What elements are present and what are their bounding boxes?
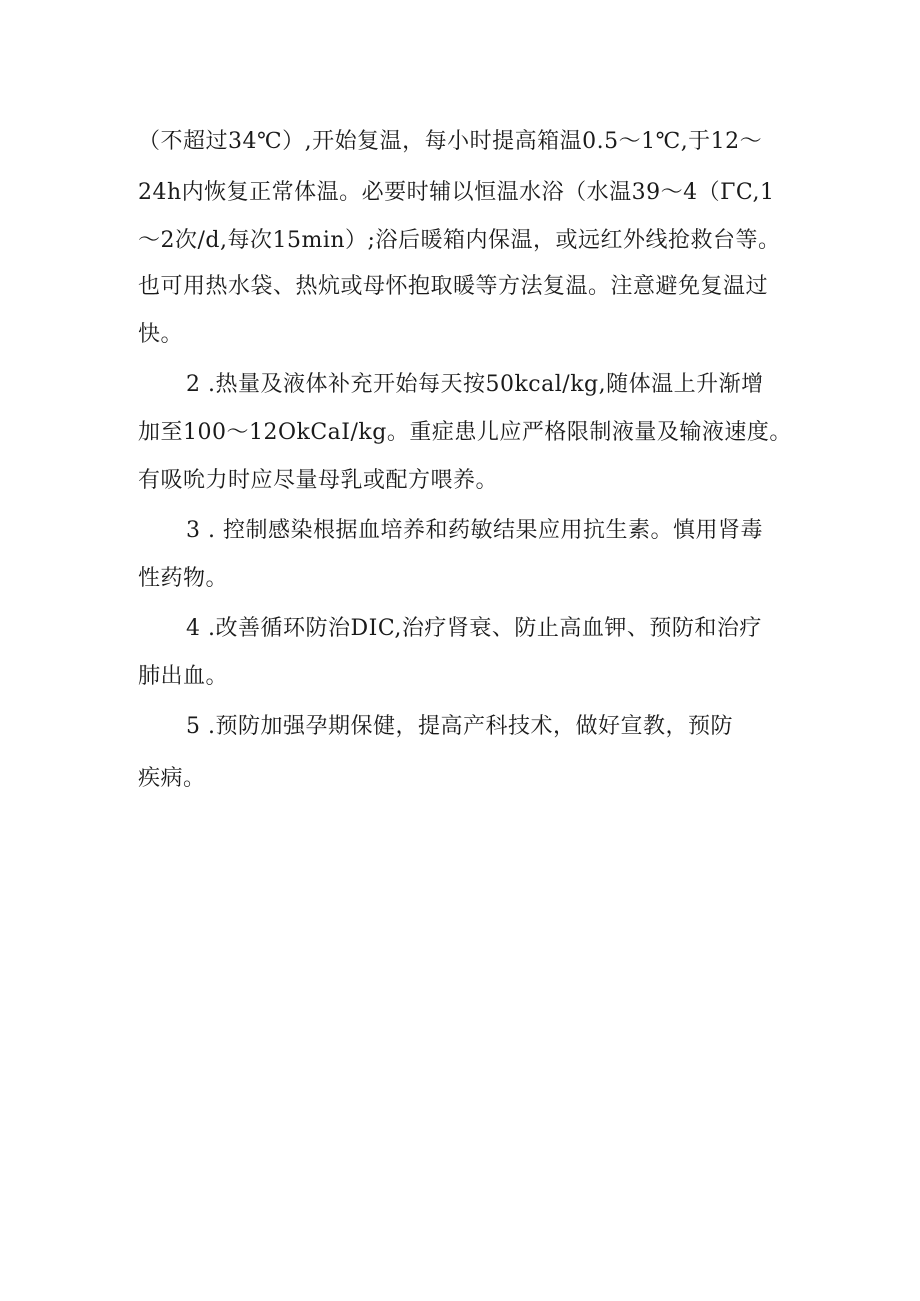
text-line: 24h内恢复正常体温。必要时辅以恒温水浴（水温39～4（ΓC,1 (138, 180, 775, 205)
text-line: （不超过34℃）,开始复温，每小时提高箱温0.5～1℃,于12～ (138, 129, 763, 154)
text-line: 肺出血。 (138, 664, 229, 689)
text-line: 快。 (138, 322, 184, 347)
text-line: 性药物。 (138, 566, 229, 591)
list-item-5-line: 5 .预防加强孕期保健，提高产科技术，做好宣教，预防 (186, 714, 733, 739)
text-line: 也可用热水袋、热炕或母怀抱取暖等方法复温。注意避免复温过 (138, 274, 769, 299)
text-line: 疾病。 (138, 766, 206, 791)
list-item-4-line: 4 .改善循环防治DIC,治疗肾衰、防止高血钾、预防和治疗 (186, 616, 762, 641)
list-item-3-line: 3 . 控制感染根据血培养和药敏结果应用抗生素。慎用肾毒 (186, 518, 763, 543)
text-line: 有吸吮力时应尽量母乳或配方喂养。 (138, 468, 499, 493)
text-line: 加至100～12OkCaI/kg。重症患儿应严格限制液量及输液速度。 (138, 420, 792, 445)
text-line: ～2次/d,每次15min）;浴后暖箱内保温，或远红外线抢救台等。 (138, 228, 781, 253)
list-item-2-line: 2 .热量及液体补充开始每天按50kcal/kg,随体温上升渐增 (186, 372, 764, 397)
